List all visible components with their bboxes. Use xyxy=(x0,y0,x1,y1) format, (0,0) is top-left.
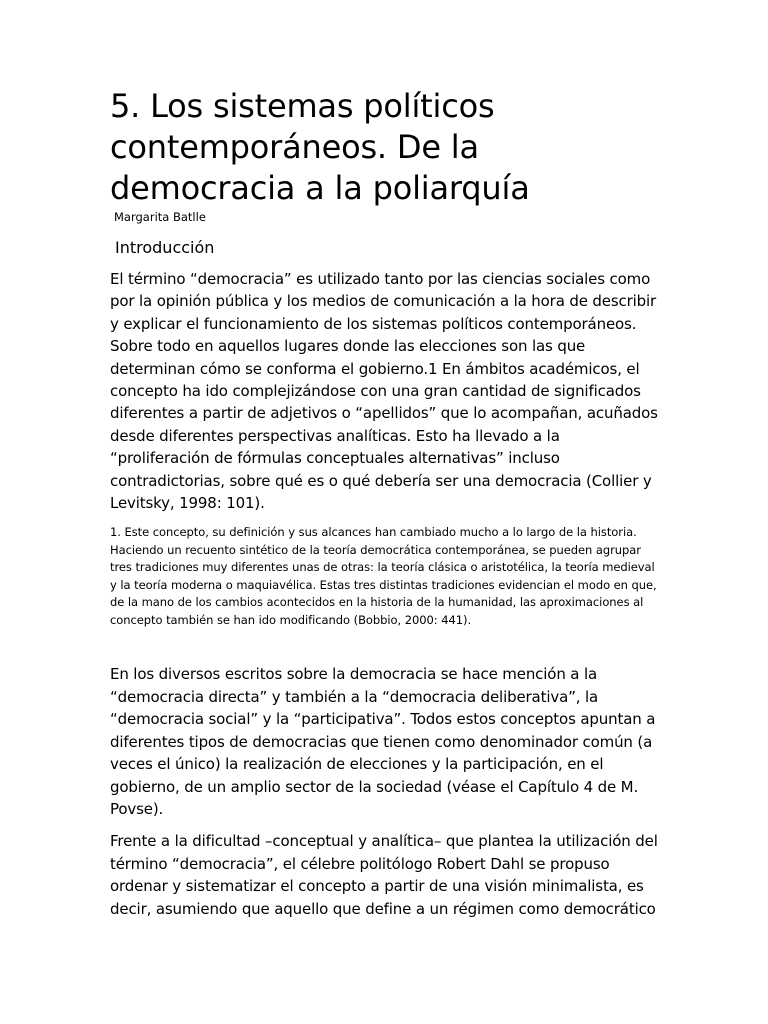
page-title: 5. Los sistemas políticos contemporáneos. De la democracia a la poliarquía xyxy=(110,87,530,207)
document-page xyxy=(110,86,662,920)
body-paragraph: Frente a la dificultad –conceptual y analítica– que plantea la utilización del término “democracia”, el célebre politólogo Robert Dahl se propuso ordenar y sistematizar el concepto a partir de una visión minimalista, es decir, asumiendo que aquello que define a un régimen como democrático xyxy=(110,832,658,918)
section-heading: Introducción xyxy=(115,238,215,257)
body-paragraph: El término “democracia” es utilizado tanto por las ciencias sociales como por la opinión pública y los medios de comunicación a la hora de describir y explicar el funcionamiento de los sistemas políticos contemporáneos. Sobre todo en aquellos lugares donde las elecciones son las que determinan cómo se conforma el gobierno.1 En ámbitos académicos, el concepto ha ido complejizándose con una gran cantidad de significados diferentes a partir de adjetivos o “apellidos” que lo acompañan, acuñados desde diferentes perspectivas analíticas. Esto ha llevado a la “proliferación de fórmulas conceptuales alternativas” incluso contradictorias, sobre qué es o qué debería ser una democracia (Collier y Levitsky, 1998: 101). xyxy=(110,270,658,513)
author-name: Margarita Batlle xyxy=(114,210,206,224)
footnote: 1. Este concepto, su definición y sus alcances han cambiado mucho a lo largo de la historia. Haciendo un recuento sintético de la teoría democrática contemporánea, se pueden agrupar tres tradiciones muy diferentes unas de otras: la teoría clásica o aristotélica, la teoría medieval y la teoría moderna o maquiavélica. Estas tres distintas tradiciones evidencian el modo en que, de la mano de los cambios acontecidos en la historia de la humanidad, las aproximaciones al concepto también se han ido modificando (Bobbio, 2000: 441). xyxy=(110,525,657,627)
body-paragraph: En los diversos escritos sobre la democracia se hace mención a la “democracia directa” y también a la “democracia deliberativa”, la “democracia social” y la “participativa”. Todos estos conceptos apuntan a diferentes tipos de democracias que tienen como denominador común (a veces el único) la realización de elecciones y la participación, en el gobierno, de un amplio sector de la sociedad (véase el Capítulo 4 de M. Povse). xyxy=(110,665,656,818)
